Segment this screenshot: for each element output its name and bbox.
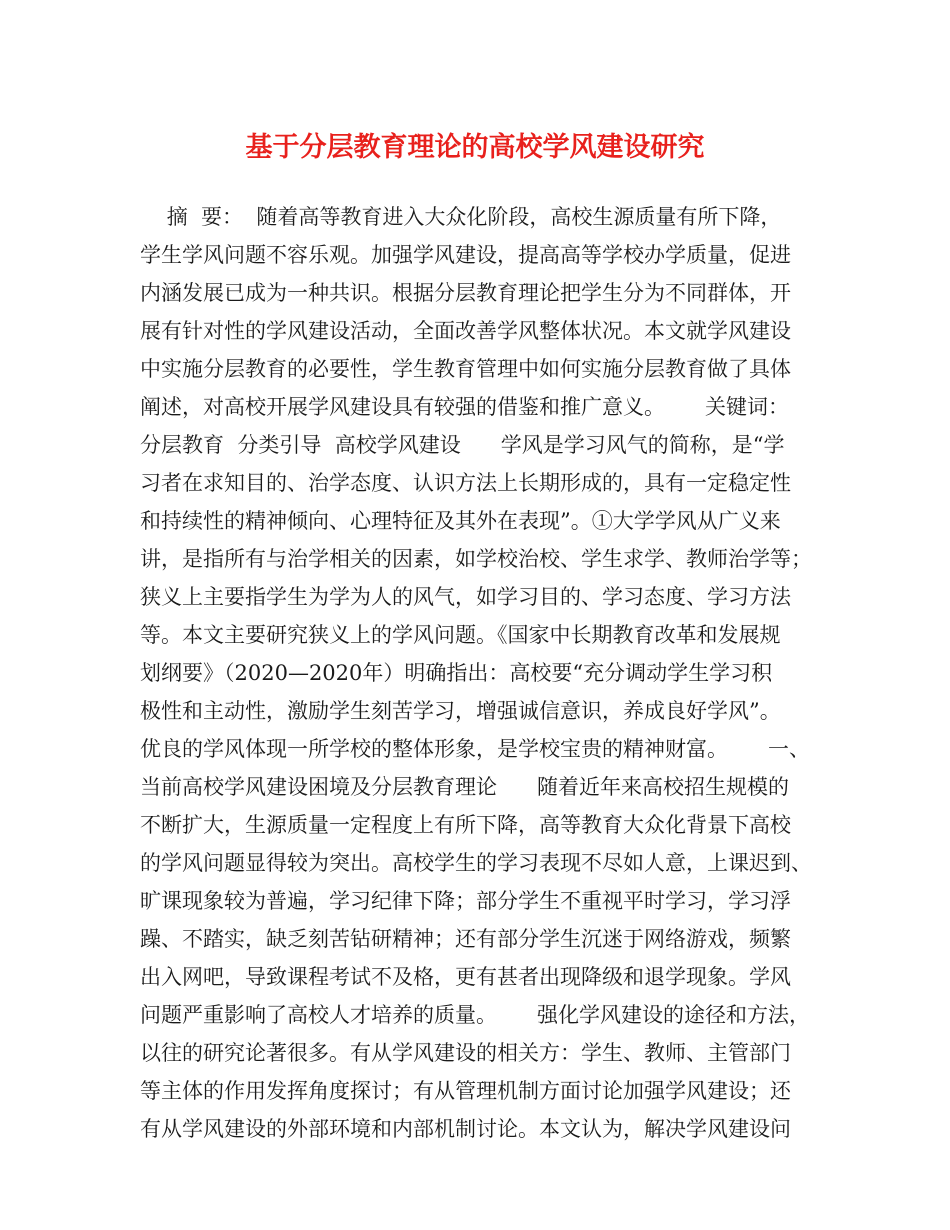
body-line: 优良的学风体现一所学校的整体形象，是学校宝贵的精神财富。 一、 [140,737,811,761]
body-line: 讲，是指所有与治学相关的因素，如学校治校、学生求学、教师治学等； [140,547,812,571]
body-line: 中实施分层教育的必要性，学生教育管理中如何实施分层教育做了具体 [140,357,791,381]
body-line: 展有针对性的学风建设活动，全面改善学风整体状况。本文就学风建设 [140,319,791,343]
body-line: 当前高校学风建设困境及分层教育理论 随着近年来高校招生规模的 [140,775,790,799]
body-line: 等。本文主要研究狭义上的学风问题。《国家中长期教育改革和发展规 [140,623,781,647]
body-line: 躁、不踏实，缺乏刻苦钻研精神；还有部分学生沉迷于网络游戏，频繁 [140,927,791,951]
body-line: 有从学风建设的外部环境和内部机制讨论。本文认为，解决学风建设问 [140,1117,791,1141]
body-line: 等主体的作用发挥角度探讨；有从管理机制方面讨论加强学风建设；还 [140,1079,791,1103]
body-line: 不断扩大，生源质量一定程度上有所下降，高等教育大众化背景下高校 [140,813,791,837]
body-line: 分层教育 分类引导 高校学风建设 学风是学习风气的简称，是“学 [140,433,785,457]
document-title: 基于分层教育理论的高校学风建设研究 [245,132,705,163]
body-line: 和持续性的精神倾向、心理特征及其外在表现”。①大学学风从广义来 [140,509,781,533]
body-line: 以往的研究论著很多。有从学风建设的相关方：学生、教师、主管部门 [140,1041,791,1065]
body-line: 划纲要》（2020—2020年）明确指出：高校要“充分调动学生学习积 [140,661,773,685]
document-body [140,198,830,1148]
body-line: 旷课现象较为普遍，学习纪律下降；部分学生不重视平时学习，学习浮 [140,889,791,913]
body-line: 内涵发展已成为一种共识。根据分层教育理论把学生分为不同群体，开 [140,281,791,305]
body-line: 摘 要： 随着高等教育进入大众化阶段，高校生源质量有所下降， [140,205,782,229]
body-line: 极性和主动性，激励学生刻苦学习，增强诚信意识，养成良好学风”。 [140,699,781,723]
body-line: 狭义上主要指学生为学为人的风气，如学习目的、学习态度、学习方法 [140,585,791,609]
body-line: 阐述，对高校开展学风建设具有较强的借鉴和推广意义。 关键词： [140,395,790,419]
body-line: 的学风问题显得较为突出。高校学生的学习表现不尽如人意，上课迟到、 [140,851,812,875]
body-line: 学生学风问题不容乐观。加强学风建设，提高高等学校办学质量，促进 [140,243,791,267]
body-line: 出入网吧，导致课程考试不及格，更有甚者出现降级和退学现象。学风 [140,965,791,989]
body-line: 问题严重影响了高校人才培养的质量。 强化学风建设的途径和方法， [140,1003,811,1027]
body-line: 习者在求知目的、治学态度、认识方法上长期形成的，具有一定稳定性 [140,471,791,495]
